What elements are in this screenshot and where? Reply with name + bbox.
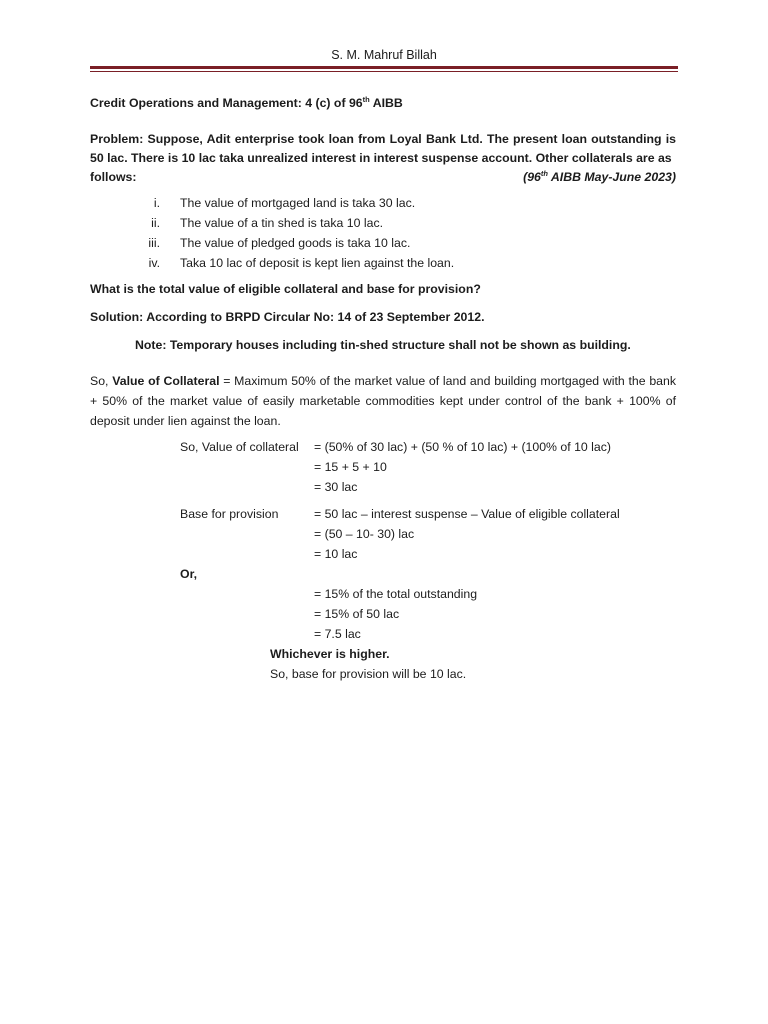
list-item: ii. The value of a tin shed is taka 10 lac.: [151, 216, 384, 230]
provision-label: Base for provision: [180, 507, 279, 521]
problem-follows: follows:: [90, 170, 137, 184]
note: Note: Temporary houses including tin-shed structure shall not be shown as building.: [135, 338, 631, 352]
calc-row: = 15% of the total outstanding: [314, 587, 478, 601]
collateral-term: Value of Collateral: [112, 374, 220, 388]
solution: Solution: According to BRPD Circular No: 14 of 23 September 2012.: [90, 310, 485, 324]
document-title: Credit Operations and Management: 4 (c) of 96th AIBB: [90, 94, 403, 110]
calc-row: = 15% of 50 lac: [314, 607, 400, 621]
list-item: i. The value of mortgaged land is taka 30 lac.: [153, 196, 416, 210]
calc-row: [90, 664, 676, 684]
question: What is the total value of eligible collateral and base for provision?: [90, 282, 481, 296]
calc-row: = 7.5 lac: [314, 627, 361, 641]
conclusion: So, base for provision will be 10 lac.: [270, 667, 467, 681]
document-body: [90, 95, 676, 684]
calc-row: [90, 644, 676, 664]
or-label: Or,: [180, 567, 198, 581]
calc-row: Base for provision = 50 lac – interest suspense – Value of eligible collateral: [90, 504, 676, 524]
header-author: S. M. Mahruf Billah: [331, 48, 437, 62]
calc-row: So, Value of collateral = (50% of 30 lac) + (50 % of 10 lac) + (100% of 10 lac): [90, 437, 676, 457]
whichever-higher: Whichever is higher.: [270, 647, 390, 661]
list-item: iii. The value of pledged goods is taka 10 lac.: [148, 236, 411, 250]
calc-row: = 15 + 5 + 10: [314, 460, 387, 474]
header-rule-thin: [90, 71, 678, 72]
calc-row: = 10 lac: [314, 547, 358, 561]
calculation: [90, 437, 676, 684]
calc-row: [90, 564, 676, 584]
collateral-list: [90, 193, 676, 273]
list-item: iv. Taka 10 lac of deposit is kept lien against the loan.: [148, 256, 455, 270]
problem-last-line: [90, 168, 676, 187]
collateral-definition: So, Value of Collateral = Maximum 50% of the market value of land and building mortgaged with the bank + 50% of the market value of easily marketable commodities kept under control of the bank + 100% of deposit under lien against the loan.: [90, 374, 677, 428]
problem-statement: Problem: Suppose, Adit enterprise took loan from Loyal Bank Ltd. The present loan outstanding is 50 lac. There is 10 lac taka unrealized interest in interest suspense account. Other collaterals are as: [90, 132, 676, 165]
collateral-label: So, Value of collateral: [180, 440, 299, 454]
problem-citation: (96th AIBB May-June 2023): [523, 168, 676, 184]
calc-row: = 30 lac: [314, 480, 358, 494]
header-rule-thick: [90, 66, 678, 69]
calc-row: = (50 – 10- 30) lac: [314, 527, 415, 541]
